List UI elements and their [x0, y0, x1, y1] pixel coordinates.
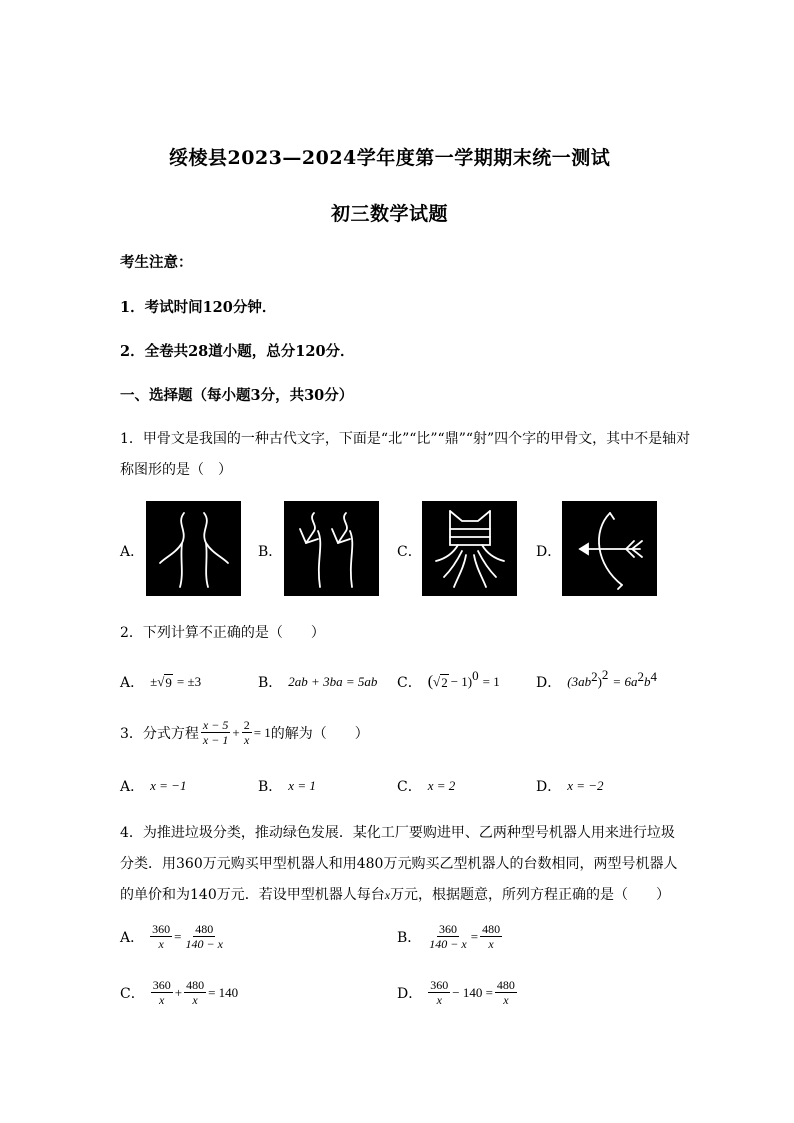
radicand: 9	[165, 674, 172, 690]
minus-term: − 1)	[450, 674, 473, 689]
q3-prefix: 3．分式方程	[120, 725, 199, 742]
fraction-denominator: x	[503, 993, 509, 1007]
option-value: x = 2	[427, 778, 456, 793]
option-label: A．	[120, 675, 145, 691]
option-value: x = −2	[567, 778, 604, 793]
outer-exponent: 2	[601, 667, 609, 682]
fraction-denominator: x	[488, 937, 494, 951]
fraction-numerator: 360	[439, 922, 458, 936]
option-label: D．	[536, 675, 562, 691]
notice-heading: 考生注意：	[120, 254, 193, 271]
oracle-glyph-ding-image	[422, 501, 517, 596]
fraction-numerator: 360	[430, 978, 449, 992]
q4-stem-line1: 4．为推进垃圾分类，推动绿色发展．某化工厂要购进甲、乙两种型号机器人用来进行垃圾	[120, 825, 675, 841]
q4-option-c	[120, 978, 238, 1007]
fraction-denominator: x	[244, 733, 250, 747]
q4-variable: x	[384, 888, 391, 902]
q3-option-b	[258, 776, 316, 796]
fraction-numerator: 480	[195, 922, 214, 936]
q4-stem-line3	[120, 884, 670, 904]
option-label: B．	[258, 675, 283, 691]
fraction-denominator: 140 − x	[185, 937, 223, 951]
plus-minus: ±	[150, 674, 158, 689]
radicand: 2	[441, 674, 448, 690]
fraction-denominator: x	[158, 937, 164, 951]
fraction-denominator: x	[192, 993, 198, 1007]
option-label: D．	[397, 985, 423, 1002]
open-paren: (	[427, 673, 434, 690]
equals-one: = 1	[253, 724, 271, 740]
q2-option-c: C． ( √ 2 − 1) $^0$ = 1	[397, 668, 500, 691]
fraction-numerator: 2	[243, 718, 250, 732]
q4-line3-end: 万元，根据题意，所列方程正确的是（ ）	[390, 887, 671, 903]
q3-option-c	[397, 776, 455, 796]
oracle-glyph-bei-image	[146, 501, 241, 596]
option-label: C．	[397, 779, 422, 795]
option-label: A．	[120, 779, 145, 795]
result: = 6a	[612, 674, 638, 689]
q4-stem-line2: 分类．用360万元购买甲型机器人和用480万元购买乙型机器人的台数相同，两型号机器人	[120, 856, 678, 872]
q3-option-d	[536, 776, 604, 796]
q2-option-a: A． ± √ 9 = ±3	[120, 674, 202, 691]
q4-option-d	[397, 978, 519, 1007]
q1-option-c-label: C．	[397, 544, 422, 560]
q2-stem: 2．下列计算不正确的是（ ）	[120, 625, 325, 641]
q1-option-a-label: A．	[120, 544, 145, 560]
result-exponent-b: 4	[650, 669, 657, 684]
fraction-denominator: 140 − x	[429, 937, 467, 951]
exponent: 0	[472, 668, 479, 683]
q3-stem	[120, 718, 369, 747]
operator: =	[174, 928, 182, 944]
exam-title: 绥棱县2023—2024学年度第一学期期末统一测试	[169, 147, 611, 169]
option-label: C．	[120, 985, 145, 1002]
exam-subtitle: 初三数学试题	[331, 203, 449, 225]
result-exponent-a: 2	[637, 669, 644, 684]
option-value: x = 1	[288, 778, 316, 793]
option-label: B．	[397, 929, 422, 946]
notice-item: 1．考试时间120分钟．	[120, 299, 277, 316]
q4-option-a	[120, 922, 227, 951]
oracle-glyph-she-image	[562, 501, 657, 596]
oracle-glyph-bi-image	[284, 501, 379, 596]
operator: +	[174, 984, 183, 1000]
result: = 1	[482, 674, 500, 689]
close-paren: )	[597, 674, 602, 689]
fraction-denominator: x	[159, 993, 165, 1007]
option-label: C．	[397, 675, 422, 691]
fraction-denominator: x − 1	[202, 733, 229, 747]
fraction-numerator: 480	[496, 978, 515, 992]
option-label: D．	[536, 779, 562, 795]
fraction-numerator: 360	[152, 922, 171, 936]
q1-option-d-label: D．	[536, 544, 562, 560]
q4-option-b	[397, 922, 504, 951]
fraction-numerator: x − 5	[202, 718, 229, 732]
q2-option-b	[258, 672, 377, 692]
q2-option-d	[536, 667, 657, 692]
option-label: A．	[120, 929, 145, 946]
fraction-numerator: 360	[152, 978, 171, 992]
q1-option-b-label: B．	[258, 544, 283, 560]
result: = ±3	[176, 674, 202, 689]
q4-line3-start: 的单价和为140万元．若设甲型机器人每台	[120, 887, 385, 903]
option-label: B．	[258, 779, 283, 795]
fraction-denominator: x	[436, 993, 442, 1007]
result-b: b	[643, 674, 651, 689]
option-value: x = −1	[150, 778, 187, 793]
fraction-numerator: 480	[482, 922, 501, 936]
q1-stem-line2: 称图形的是（ ）	[120, 462, 232, 478]
q3-suffix: 的解为（ ）	[270, 725, 369, 742]
notice-item: 2．全卷共28道小题，总分120分．	[120, 343, 355, 360]
result: = 140	[208, 984, 239, 1000]
fraction-numerator: 480	[186, 978, 205, 992]
q3-option-a	[120, 776, 186, 796]
operator: =	[470, 928, 479, 944]
q1-stem-line1: 1．甲骨文是我国的一种古代文字，下面是“北”“比”“鼎”“射”四个字的甲骨文，其中不是轴对	[120, 431, 691, 447]
inner-exponent: 2	[591, 669, 598, 684]
expression: 2ab + 3ba = 5ab	[288, 674, 378, 689]
operator: − 140 =	[452, 984, 493, 1000]
plus-sign: +	[232, 724, 240, 740]
base: (3ab	[567, 674, 592, 689]
section-heading: 一、选择题（每小题3分，共30分）	[120, 387, 354, 404]
